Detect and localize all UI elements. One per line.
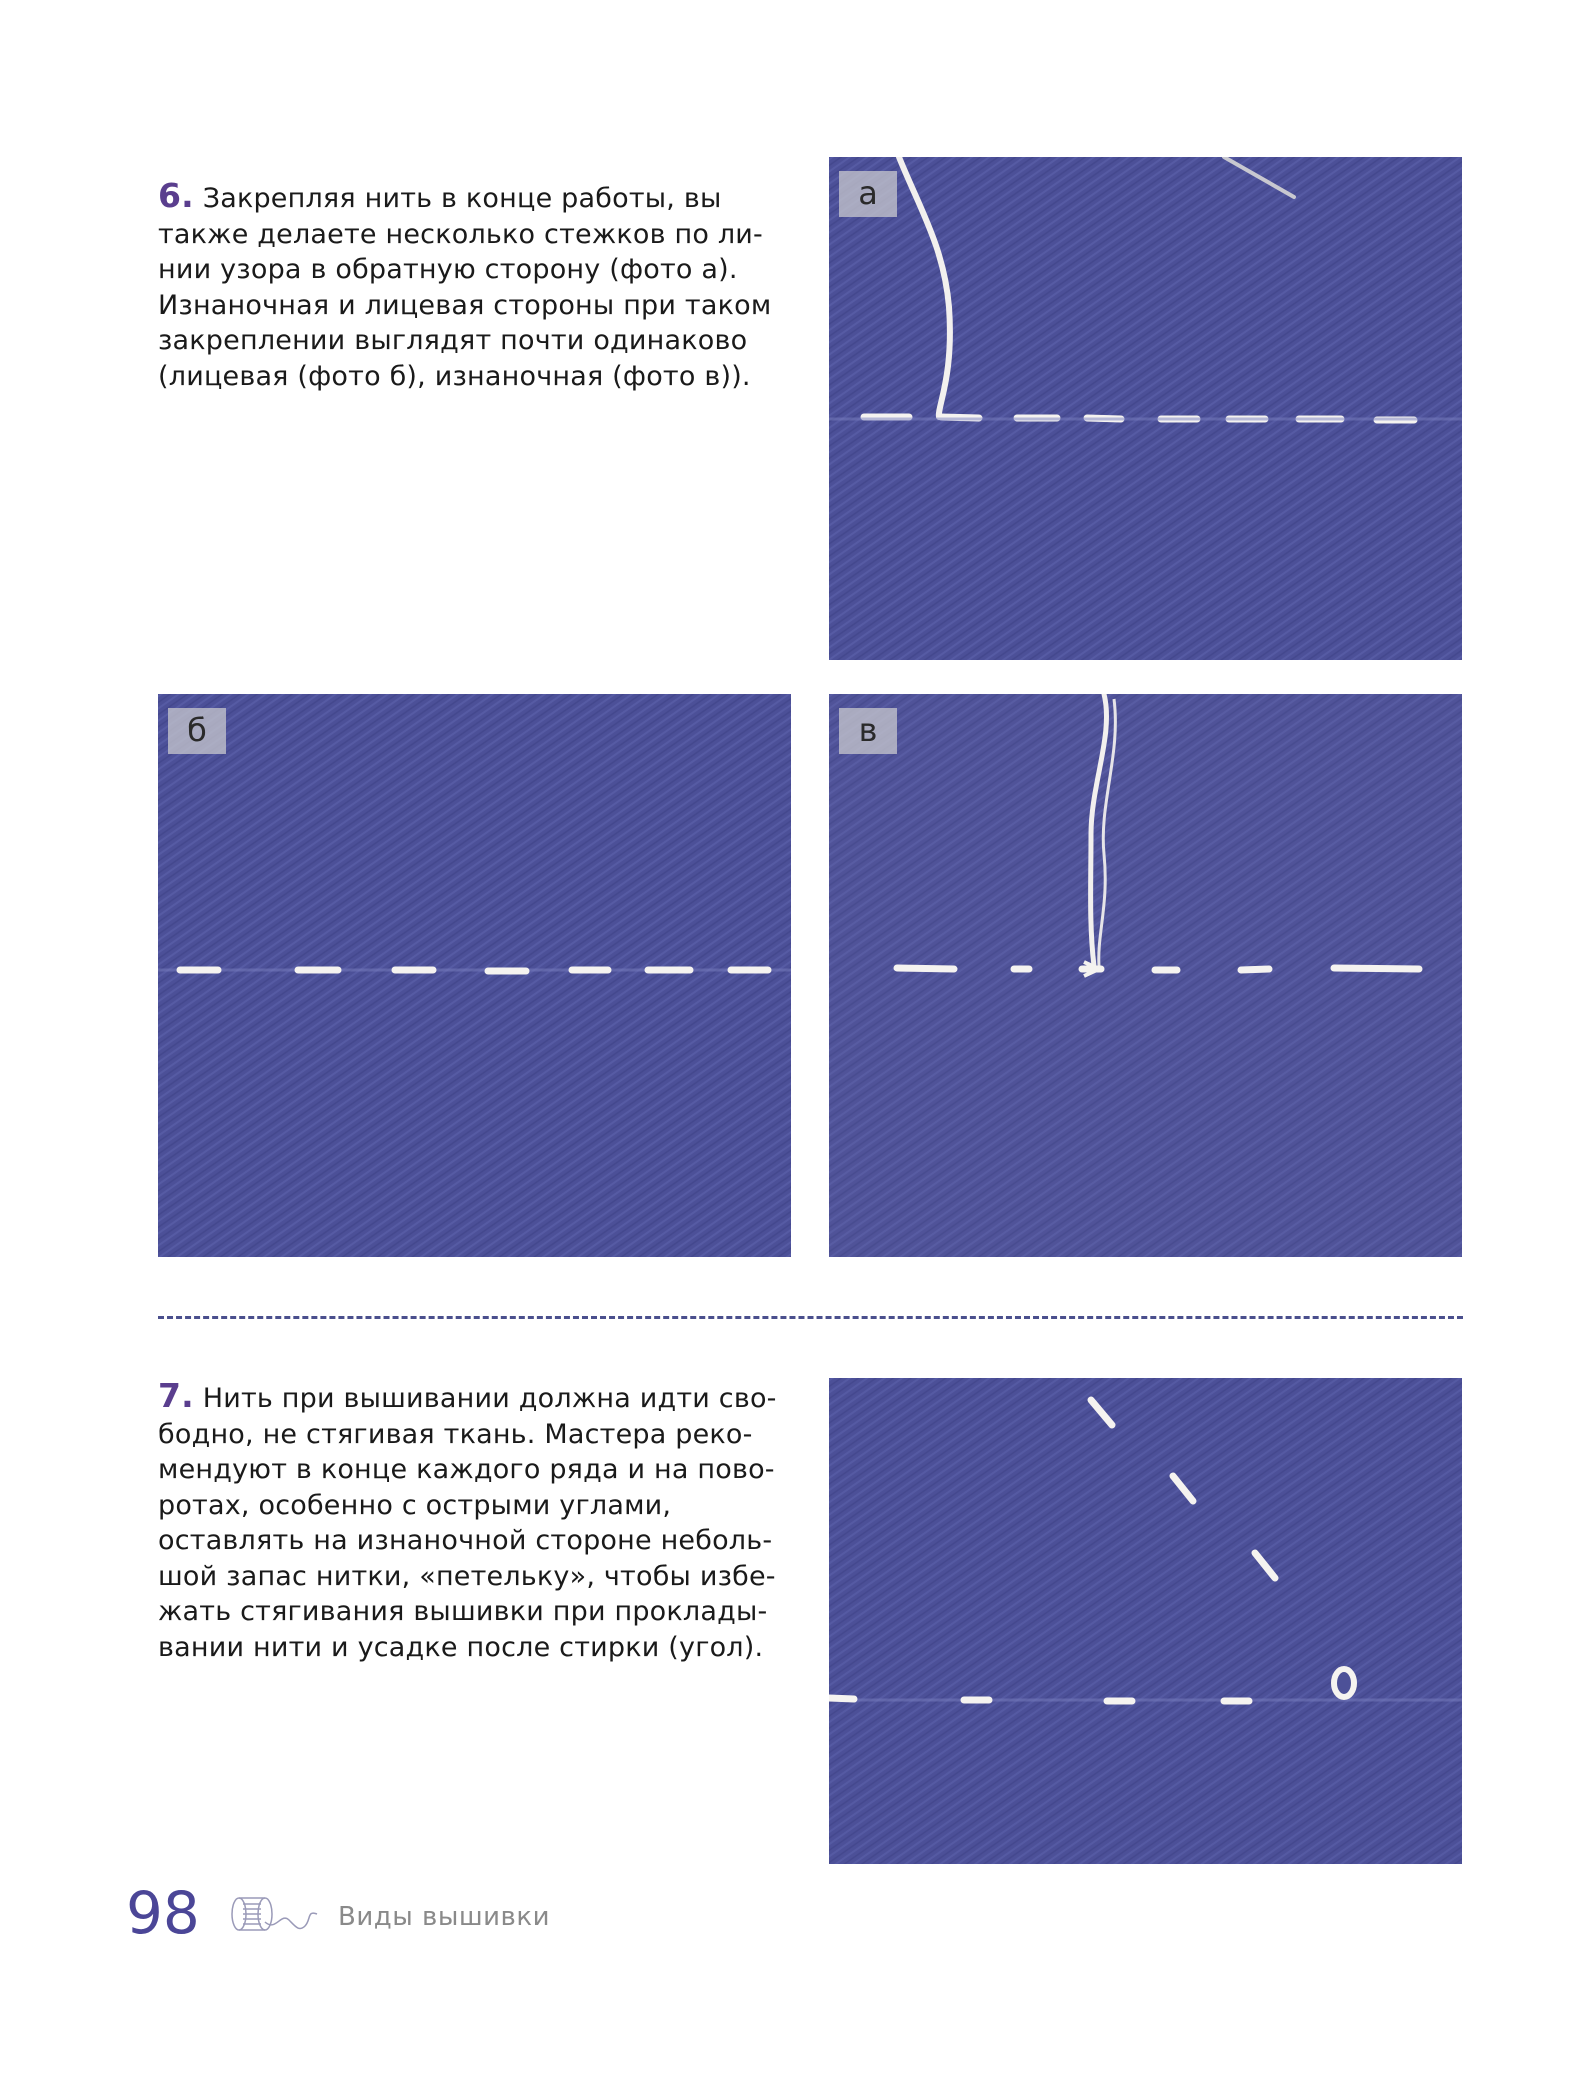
photo-b-image xyxy=(158,694,791,1257)
photo-a-image xyxy=(829,157,1462,660)
photo-v-image xyxy=(829,694,1462,1257)
step-7-number: 7. xyxy=(158,1376,194,1415)
photo-v-label: в xyxy=(839,708,897,754)
step-7-body: Нить при вышивании должна идти сво- бодно, не стягивая ткань. Мастера реко- мендуют в конце каждого ряда и на пово- ротах, особенно с острыми углами, оставлять на изнаночной стороне неболь- шой запас нитки, «петельку», чтобы избе- жать стягивания вышивки при проклады- вании нити и усадке после стирки (угол). xyxy=(158,1383,777,1663)
photo-b-label: б xyxy=(168,708,226,754)
photo-a-label: а xyxy=(839,171,897,217)
photo-b xyxy=(158,694,791,1257)
step-6-text xyxy=(158,178,798,394)
photo-corner xyxy=(829,1378,1462,1864)
thread-spool-icon xyxy=(221,1892,331,1942)
step-6-number: 6. xyxy=(158,176,194,215)
section-title: Виды вышивки xyxy=(338,1902,550,1932)
section-divider xyxy=(158,1316,1463,1319)
step-7-text xyxy=(158,1378,798,1665)
step-6-body: Закрепляя нить в конце работы, вы также делаете несколько стежков по ли- нии узора в обратную сторону (фото а). Изнаночная и лицевая стороны при таком закреплении выглядят почти одинаково (лицевая (фото б), изнаночная (фото в)). xyxy=(158,183,772,392)
photo-v xyxy=(829,694,1462,1257)
photo-corner-image xyxy=(829,1378,1462,1864)
photo-a xyxy=(829,157,1462,660)
page-number: 98 xyxy=(126,1879,200,1947)
